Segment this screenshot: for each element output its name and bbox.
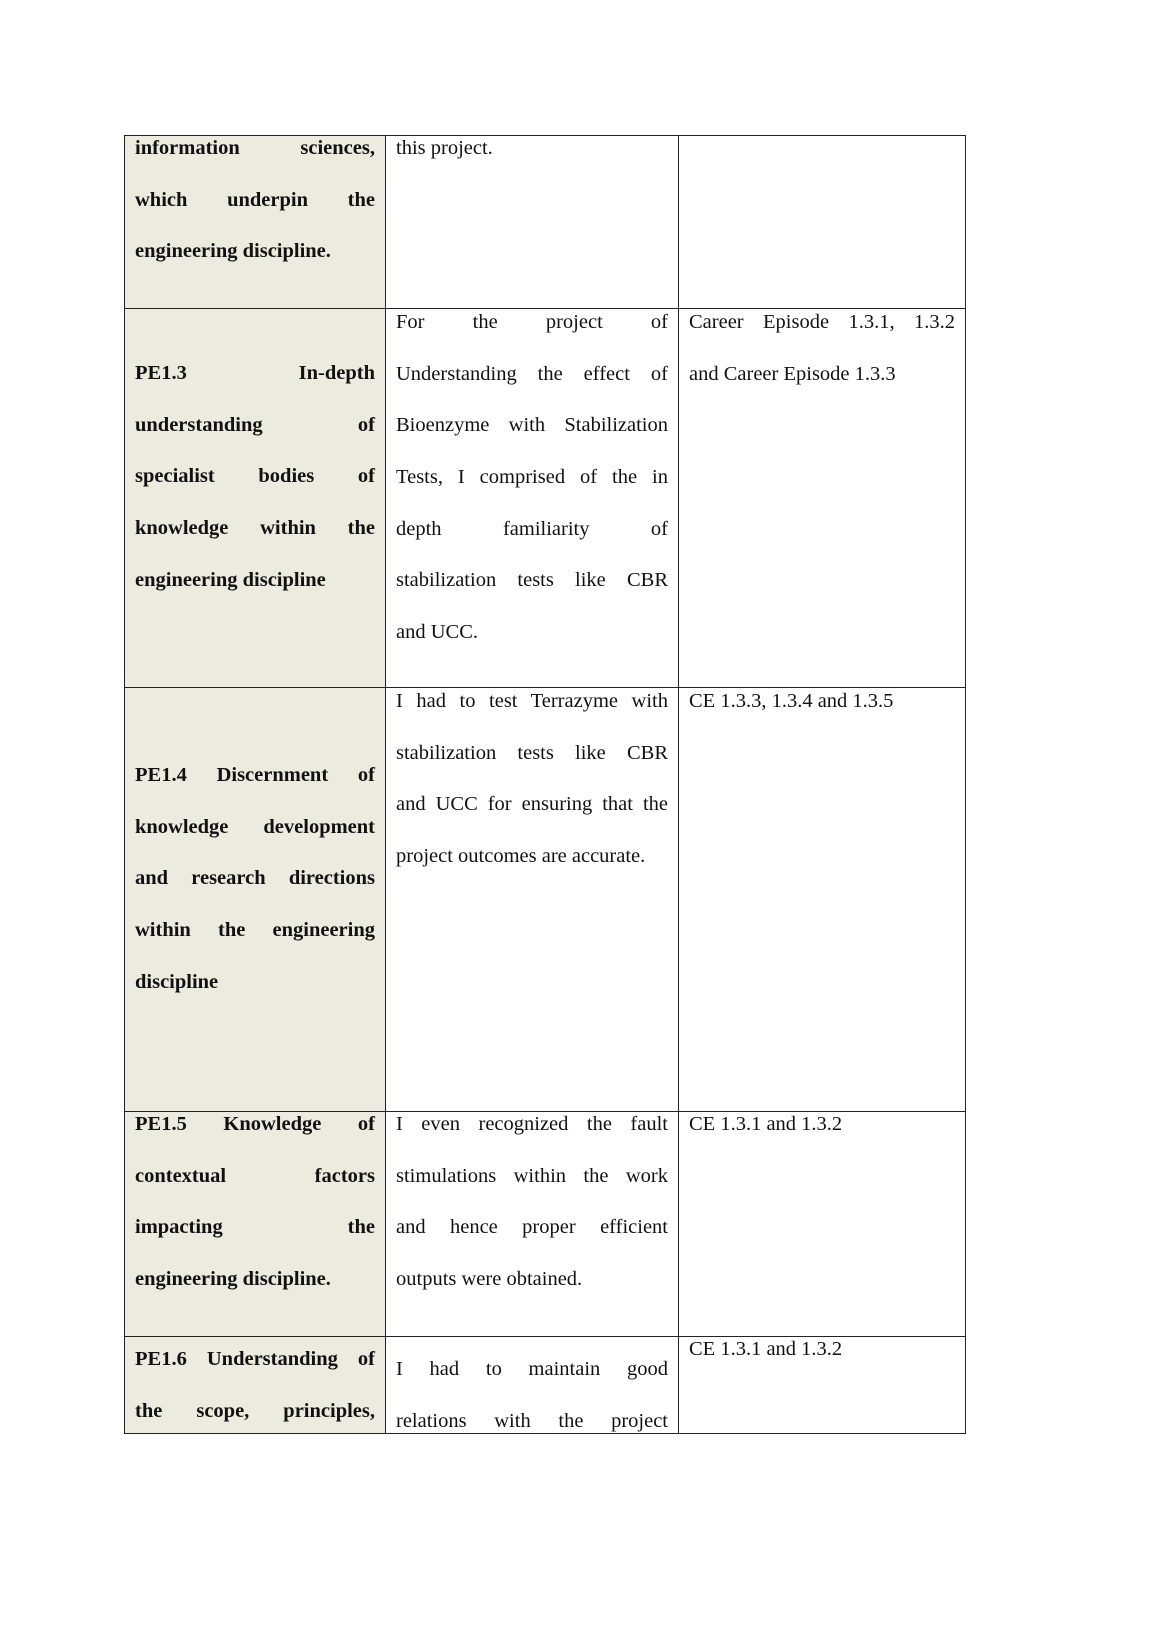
cell-text-line: and UCC for ensuring that the bbox=[396, 793, 668, 816]
cell-text-line: specialist bodies of bbox=[135, 465, 375, 488]
table-cell-r5-c3 bbox=[678, 1336, 966, 1434]
cell-text-line: and research directions bbox=[135, 867, 375, 890]
cell-text-line: PE1.4 Discernment of bbox=[135, 764, 375, 787]
cell-text-line: I had to maintain good bbox=[396, 1358, 668, 1381]
table-cell-r5-c2 bbox=[385, 1336, 679, 1434]
cell-text-line: CE 1.3.3, 1.3.4 and 1.3.5 bbox=[689, 690, 894, 713]
table-cell-r1-c3 bbox=[678, 135, 966, 309]
table-cell-r5-c1 bbox=[124, 1336, 386, 1434]
table-cell-r2-c2 bbox=[385, 308, 679, 688]
cell-text-line: and UCC. bbox=[396, 620, 478, 643]
table-cell-r2-c3 bbox=[678, 308, 966, 688]
cell-text-line: project outcomes are accurate. bbox=[396, 844, 646, 867]
cell-text-line: Career Episode 1.3.1, 1.3.2 bbox=[689, 311, 955, 334]
cell-text-line: which underpin the bbox=[135, 188, 375, 211]
cell-text-line: depth familiarity of bbox=[396, 517, 668, 540]
cell-text-line: PE1.5 Knowledge of bbox=[135, 1113, 375, 1136]
table-cell-r4-c1 bbox=[124, 1111, 386, 1337]
table-cell-r2-c1 bbox=[124, 308, 386, 688]
table-cell-r1-c2 bbox=[385, 135, 679, 309]
cell-text-line: I had to test Terrazyme with bbox=[396, 690, 668, 713]
cell-text-line: information sciences, bbox=[135, 137, 375, 160]
table-cell-r3-c1 bbox=[124, 687, 386, 1112]
cell-text-line: and hence proper efficient bbox=[396, 1216, 668, 1239]
cell-text-line: outputs were obtained. bbox=[396, 1267, 583, 1290]
cell-text-line: CE 1.3.1 and 1.3.2 bbox=[689, 1113, 843, 1136]
cell-text-line: knowledge development bbox=[135, 815, 375, 838]
cell-text-line: knowledge within the bbox=[135, 516, 375, 539]
cell-text-line: understanding of bbox=[135, 413, 375, 436]
cell-text-line: Bioenzyme with Stabilization bbox=[396, 414, 668, 437]
cell-text-line: contextual factors bbox=[135, 1164, 375, 1187]
cell-text-line: engineering discipline bbox=[135, 568, 326, 591]
cell-text-line: relations with the project bbox=[396, 1409, 668, 1432]
cell-text-line: engineering discipline. bbox=[135, 1267, 331, 1290]
cell-text-line: impacting the bbox=[135, 1216, 375, 1239]
cell-text-line: stabilization tests like CBR bbox=[396, 569, 668, 592]
table-cell-r1-c1 bbox=[124, 135, 386, 309]
cell-text-line: PE1.6 Understanding of bbox=[135, 1348, 375, 1371]
cell-text-line: Tests, I comprised of the in bbox=[396, 465, 668, 488]
table-cell-r4-c3 bbox=[678, 1111, 966, 1337]
table-cell-r3-c3 bbox=[678, 687, 966, 1112]
cell-text-line: stimulations within the work bbox=[396, 1164, 668, 1187]
cell-text-line: I even recognized the fault bbox=[396, 1113, 668, 1136]
cell-text-line: stabilization tests like CBR bbox=[396, 741, 668, 764]
cell-text-line: discipline bbox=[135, 970, 219, 993]
cell-text-line: For the project of bbox=[396, 311, 668, 334]
cell-text-line: and Career Episode 1.3.3 bbox=[689, 362, 896, 385]
cell-text-line: PE1.3 In-depth bbox=[135, 362, 375, 385]
cell-text-line: CE 1.3.1 and 1.3.2 bbox=[689, 1338, 843, 1361]
table-cell-r4-c2 bbox=[385, 1111, 679, 1337]
table-cell-r3-c2 bbox=[385, 687, 679, 1112]
cell-text-line: within the engineering bbox=[135, 918, 375, 941]
cell-text-line: this project. bbox=[396, 137, 493, 160]
cell-text-line: the scope, principles, bbox=[135, 1399, 375, 1422]
cell-text-line: engineering discipline. bbox=[135, 240, 331, 263]
cell-text-line: Understanding the effect of bbox=[396, 362, 668, 385]
